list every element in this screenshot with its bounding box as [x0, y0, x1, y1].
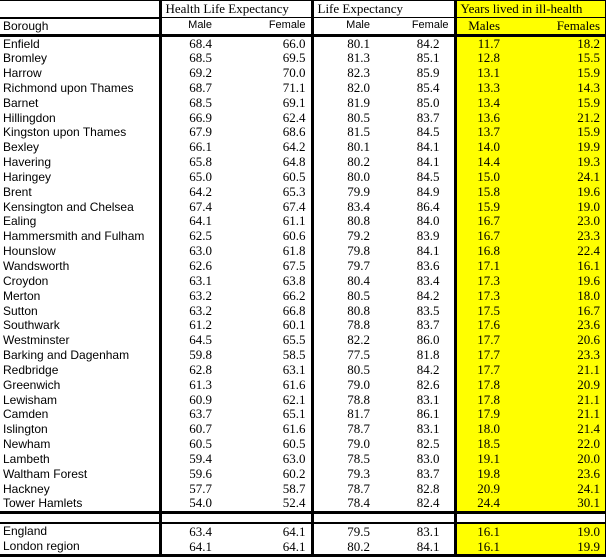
ill-males-cell[interactable]: 11.7	[455, 35, 505, 51]
hle-female-cell[interactable]: 65.3	[282, 184, 306, 199]
ill-females-cell[interactable]: 19.0	[505, 523, 606, 539]
ill-males-cell[interactable]: 14.4	[455, 155, 505, 170]
table-row	[0, 318, 606, 333]
borough-cell[interactable]: Hounslow	[3, 244, 56, 259]
separator-cell	[375, 512, 455, 523]
ill-females-cell[interactable]: 15.5	[505, 51, 606, 66]
hle-male-cell[interactable]: 60.9	[160, 392, 217, 407]
le-female-cell[interactable]: 82.8	[416, 481, 440, 496]
table-row	[0, 96, 606, 111]
borough-cell[interactable]: London region	[3, 539, 80, 554]
column-header-ill-females[interactable]: Females	[505, 18, 606, 36]
hle-female-cell[interactable]: 65.1	[282, 407, 306, 422]
ill-females-cell[interactable]: 15.9	[505, 96, 606, 111]
ill-females-cell[interactable]: 19.3	[505, 155, 606, 170]
borough-cell[interactable]: Croydon	[3, 273, 49, 288]
table-row	[0, 378, 606, 393]
ill-males-cell[interactable]: 19.1	[455, 452, 505, 467]
hle-male-cell[interactable]: 68.4	[160, 35, 217, 51]
hle-female-cell[interactable]: 65.5	[282, 333, 306, 348]
le-female-cell[interactable]: 83.6	[416, 258, 440, 273]
le-male-cell[interactable]: 79.3	[312, 467, 375, 482]
hle-female-cell[interactable]: 60.1	[282, 318, 306, 333]
le-male-cell[interactable]: 80.2	[312, 539, 375, 556]
ill-males-cell[interactable]: 17.1	[455, 259, 505, 274]
ill-females-cell[interactable]: 15.9	[505, 66, 606, 81]
hle-male-cell[interactable]: 60.7	[160, 422, 217, 437]
hle-male-cell[interactable]: 64.1	[160, 214, 217, 229]
le-female-cell[interactable]: 84.1	[416, 539, 440, 555]
hle-male-cell[interactable]: 62.8	[160, 363, 217, 378]
table-body	[0, 35, 606, 512]
hle-female-cell[interactable]: 58.5	[282, 347, 306, 363]
ill-males-cell[interactable]: 24.4	[455, 496, 505, 512]
hle-female-cell[interactable]: 69.1	[282, 95, 306, 110]
ill-females-cell[interactable]: 22.0	[505, 437, 606, 452]
ill-females-cell[interactable]: 21.1	[505, 392, 606, 407]
hle-male-cell[interactable]: 68.5	[160, 51, 217, 66]
le-female-cell[interactable]: 83.7	[416, 466, 440, 481]
le-female-cell[interactable]: 86.1	[416, 407, 440, 422]
separator-cell	[312, 512, 375, 523]
table-row	[0, 140, 606, 155]
le-male-cell[interactable]: 81.5	[312, 125, 375, 140]
ill-males-cell[interactable]: 16.7	[455, 229, 505, 244]
ill-males-cell[interactable]: 19.8	[455, 467, 505, 482]
ill-females-cell[interactable]: 19.9	[505, 140, 606, 155]
group-header-years-ill-health[interactable]: Years lived in ill-health	[455, 1, 606, 18]
le-male-cell[interactable]: 80.2	[312, 155, 375, 170]
ill-males-cell[interactable]: 18.0	[455, 422, 505, 437]
ill-females-cell[interactable]: 15.9	[505, 125, 606, 140]
ill-females-cell[interactable]: 20.6	[505, 333, 606, 348]
hle-male-cell[interactable]: 65.8	[160, 155, 217, 170]
le-male-cell[interactable]: 79.0	[312, 437, 375, 452]
borough-cell[interactable]: Bromley	[3, 51, 48, 66]
le-male-cell[interactable]: 78.4	[312, 496, 375, 512]
le-female-cell[interactable]: 84.2	[416, 362, 440, 377]
table-row	[0, 481, 606, 496]
le-female-cell[interactable]: 84.5	[416, 169, 440, 184]
hle-female-cell[interactable]: 62.4	[282, 110, 306, 125]
le-male-cell[interactable]: 80.8	[312, 303, 375, 318]
hle-female-cell[interactable]: 63.1	[282, 362, 306, 377]
ill-males-cell[interactable]: 13.7	[455, 125, 505, 140]
summary-row	[0, 523, 606, 539]
ill-males-cell[interactable]: 17.8	[455, 378, 505, 393]
ill-males-cell[interactable]: 17.7	[455, 363, 505, 378]
ill-males-cell[interactable]: 17.5	[455, 303, 505, 318]
hle-male-cell[interactable]: 69.2	[160, 66, 217, 81]
hle-female-cell[interactable]: 66.0	[282, 35, 306, 51]
borough-cell[interactable]: Harrow	[3, 66, 42, 81]
le-female-cell[interactable]: 82.5	[416, 436, 440, 452]
borough-cell[interactable]: Tower Hamlets	[3, 496, 83, 511]
column-header-hle-female[interactable]: Female	[217, 18, 312, 36]
le-female-cell[interactable]: 84.0	[416, 214, 440, 229]
le-female-cell[interactable]: 85.4	[416, 80, 440, 95]
table-row	[0, 51, 606, 66]
borough-cell[interactable]: Lewisham	[3, 392, 58, 407]
le-male-cell[interactable]: 80.0	[312, 170, 375, 185]
hle-female-cell[interactable]: 64.1	[282, 524, 306, 540]
ill-females-cell[interactable]: 24.1	[505, 170, 606, 185]
borough-cell[interactable]: Ealing	[3, 214, 37, 229]
le-male-cell[interactable]: 80.4	[312, 274, 375, 289]
le-female-cell[interactable]: 84.9	[416, 184, 440, 199]
table-row	[0, 348, 606, 363]
table-row	[0, 229, 606, 244]
ill-females-cell[interactable]: 22.4	[505, 244, 606, 259]
column-header-le-female[interactable]: Female	[375, 18, 455, 36]
table-row	[0, 81, 606, 96]
borough-cell[interactable]: Camden	[3, 407, 49, 422]
ill-males-cell[interactable]: 14.0	[455, 140, 505, 155]
ill-males-cell[interactable]: 17.8	[455, 392, 505, 407]
hle-male-cell[interactable]: 66.9	[160, 110, 217, 125]
table-row	[0, 467, 606, 482]
borough-cell[interactable]: Greenwich	[3, 377, 61, 392]
ill-females-cell[interactable]: 19.6	[505, 274, 606, 289]
le-female-cell[interactable]: 83.7	[416, 110, 440, 125]
ill-females-cell[interactable]: 20.9	[505, 378, 606, 393]
table-row	[0, 363, 606, 378]
ill-females-cell[interactable]: 20.0	[505, 452, 606, 467]
le-male-cell[interactable]: 79.9	[312, 185, 375, 200]
le-female-cell[interactable]: 83.5	[416, 303, 440, 318]
separator-cell	[505, 512, 606, 523]
hle-male-cell[interactable]: 64.2	[160, 185, 217, 200]
le-female-cell[interactable]: 83.4	[416, 273, 440, 288]
hle-male-cell[interactable]: 62.5	[160, 229, 217, 244]
ill-females-cell[interactable]: 14.3	[505, 81, 606, 96]
hle-male-cell[interactable]: 59.6	[160, 467, 217, 482]
summary-body	[0, 523, 606, 556]
ill-females-cell[interactable]: 21.1	[505, 407, 606, 422]
le-male-cell[interactable]: 83.4	[312, 199, 375, 214]
borough-cell[interactable]: Kingston upon Thames	[3, 125, 127, 140]
borough-cell[interactable]: Barnet	[3, 95, 39, 110]
table-row	[0, 110, 606, 125]
hle-male-cell[interactable]: 67.9	[160, 125, 217, 140]
borough-cell[interactable]: Hackney	[3, 481, 50, 496]
le-male-cell[interactable]: 82.2	[312, 333, 375, 348]
hle-male-cell[interactable]: 67.4	[160, 199, 217, 214]
le-female-cell[interactable]: 85.1	[416, 51, 440, 66]
table-row	[0, 244, 606, 259]
table-row	[0, 452, 606, 467]
table-row	[0, 66, 606, 81]
separator-cell	[455, 512, 505, 523]
le-male-cell[interactable]: 80.8	[312, 214, 375, 229]
hle-female-cell[interactable]: 60.5	[282, 169, 306, 184]
column-header-hle-male[interactable]: Male	[160, 18, 217, 36]
hle-male-cell[interactable]: 65.0	[160, 170, 217, 185]
le-male-cell[interactable]: 81.7	[312, 407, 375, 422]
separator-row	[0, 512, 606, 523]
borough-cell[interactable]: Westminster	[3, 333, 70, 348]
hle-female-cell[interactable]: 60.5	[282, 436, 306, 452]
hle-female-cell[interactable]: 60.2	[282, 466, 306, 481]
hle-male-cell[interactable]: 59.8	[160, 348, 217, 363]
hle-female-cell[interactable]: 64.8	[282, 154, 306, 170]
le-female-cell[interactable]: 84.2	[416, 35, 440, 51]
le-female-cell[interactable]: 83.1	[416, 392, 440, 407]
ill-males-cell[interactable]: 16.8	[455, 244, 505, 259]
table-row	[0, 407, 606, 422]
hle-male-cell[interactable]: 62.6	[160, 259, 217, 274]
le-male-cell[interactable]: 79.8	[312, 244, 375, 259]
table-row	[0, 125, 606, 140]
le-male-cell[interactable]: 79.5	[312, 523, 375, 539]
le-female-cell[interactable]: 86.0	[416, 333, 440, 348]
le-male-cell[interactable]: 82.3	[312, 66, 375, 81]
le-male-cell[interactable]: 78.7	[312, 481, 375, 496]
le-female-cell[interactable]: 84.1	[416, 154, 440, 170]
hle-male-cell[interactable]: 64.5	[160, 333, 217, 348]
le-male-cell[interactable]: 77.5	[312, 348, 375, 363]
borough-cell[interactable]: Newham	[3, 437, 51, 452]
table-row	[0, 259, 606, 274]
ill-females-cell[interactable]: 30.1	[505, 496, 606, 512]
borough-cell[interactable]: Havering	[3, 155, 52, 170]
column-header-le-male[interactable]: Male	[312, 18, 375, 36]
ill-males-cell[interactable]: 17.7	[455, 348, 505, 363]
ill-males-cell[interactable]: 17.3	[455, 274, 505, 289]
hle-female-cell[interactable]: 64.1	[282, 539, 306, 555]
ill-females-cell[interactable]: 21.4	[505, 422, 606, 437]
hle-male-cell[interactable]: 54.0	[160, 496, 217, 512]
le-male-cell[interactable]: 80.5	[312, 363, 375, 378]
table-row	[0, 199, 606, 214]
hle-male-cell[interactable]: 59.4	[160, 452, 217, 467]
ill-females-cell[interactable]: 21.1	[505, 363, 606, 378]
le-female-cell[interactable]: 83.1	[416, 422, 440, 437]
table-row	[0, 437, 606, 452]
le-female-cell[interactable]: 84.2	[416, 288, 440, 303]
le-female-cell[interactable]: 83.0	[416, 451, 440, 466]
ill-males-cell[interactable]: 18.5	[455, 437, 505, 452]
separator-section	[0, 512, 606, 523]
hle-male-cell[interactable]: 63.2	[160, 289, 217, 304]
borough-cell[interactable]: Islington	[3, 422, 48, 437]
ill-males-cell[interactable]: 13.4	[455, 96, 505, 111]
le-female-cell[interactable]: 81.8	[416, 347, 440, 363]
group-header-life-expectancy[interactable]: Life Expectancy	[312, 1, 455, 18]
borough-cell[interactable]: Sutton	[3, 303, 38, 318]
borough-cell[interactable]: Kensington and Chelsea	[3, 199, 134, 214]
borough-cell[interactable]: England	[3, 524, 48, 539]
borough-cell[interactable]: Waltham Forest	[3, 466, 88, 481]
ill-males-cell[interactable]: 20.9	[455, 481, 505, 496]
hle-female-cell[interactable]: 63.8	[282, 273, 306, 288]
ill-females-cell[interactable]: 16.1	[505, 259, 606, 274]
separator-cell	[160, 512, 217, 523]
separator-cell	[0, 512, 160, 523]
borough-cell[interactable]: Southwark	[3, 318, 60, 333]
le-female-cell[interactable]: 84.5	[416, 125, 440, 140]
ill-males-cell[interactable]: 13.3	[455, 81, 505, 96]
le-male-cell[interactable]: 79.7	[312, 259, 375, 274]
ill-males-cell[interactable]: 13.1	[455, 66, 505, 81]
le-male-cell[interactable]: 80.1	[312, 140, 375, 155]
borough-cell[interactable]: Barking and Dagenham	[3, 348, 130, 363]
hle-female-cell[interactable]: 63.0	[282, 451, 306, 466]
le-female-cell[interactable]: 84.1	[416, 140, 440, 155]
hle-male-cell[interactable]: 68.5	[160, 96, 217, 111]
table-row	[0, 422, 606, 437]
ill-females-cell[interactable]: 23.6	[505, 467, 606, 482]
borough-cell[interactable]: Hammersmith and Fulham	[3, 229, 145, 244]
hle-female-cell[interactable]: 66.2	[282, 288, 306, 303]
table-row	[0, 303, 606, 318]
borough-cell[interactable]: Haringey	[3, 169, 52, 184]
hle-female-cell[interactable]: 61.6	[282, 422, 306, 437]
ill-males-cell[interactable]: 13.6	[455, 110, 505, 125]
ill-females-cell[interactable]: 23.0	[505, 214, 606, 229]
table-row	[0, 274, 606, 289]
ill-males-cell[interactable]: 17.6	[455, 318, 505, 333]
ill-males-cell[interactable]: 16.7	[455, 214, 505, 229]
ill-females-cell[interactable]: 23.6	[505, 318, 606, 333]
ill-males-cell[interactable]: 15.0	[455, 170, 505, 185]
group-header-health-life-expectancy[interactable]: Health Life Expectancy	[160, 1, 312, 18]
hle-female-cell[interactable]: 58.7	[282, 481, 306, 496]
hle-male-cell[interactable]: 63.0	[160, 244, 217, 259]
borough-cell[interactable]: Hillingdon	[3, 110, 56, 125]
le-female-cell[interactable]: 82.6	[416, 377, 440, 392]
borough-cell[interactable]: Brent	[3, 184, 32, 199]
hle-female-cell[interactable]: 52.4	[282, 496, 306, 511]
ill-males-cell[interactable]: 16.1	[455, 539, 505, 556]
column-header-ill-males[interactable]: Males	[455, 18, 505, 36]
ill-females-cell[interactable]: 18.0	[505, 289, 606, 304]
hle-female-cell[interactable]: 62.1	[282, 392, 306, 407]
ill-females-cell[interactable]: 23.3	[505, 348, 606, 363]
ill-males-cell[interactable]: 15.8	[455, 185, 505, 200]
hle-male-cell[interactable]: 60.5	[160, 437, 217, 452]
hle-female-cell[interactable]: 60.6	[282, 229, 306, 244]
le-female-cell[interactable]: 83.1	[416, 524, 440, 540]
ill-males-cell[interactable]: 12.8	[455, 51, 505, 66]
group-header-row	[0, 1, 606, 18]
le-male-cell[interactable]: 78.8	[312, 318, 375, 333]
column-header-borough[interactable]: Borough	[0, 18, 160, 36]
table-row	[0, 170, 606, 185]
hle-male-cell[interactable]: 63.1	[160, 274, 217, 289]
le-female-cell[interactable]: 85.0	[416, 95, 440, 110]
le-male-cell[interactable]: 82.0	[312, 81, 375, 96]
hle-female-cell[interactable]: 61.1	[282, 214, 306, 229]
ill-females-cell[interactable]: 19.9	[505, 539, 606, 556]
le-male-cell[interactable]: 81.3	[312, 51, 375, 66]
separator-cell	[217, 512, 312, 523]
table-row	[0, 333, 606, 348]
hle-male-cell[interactable]: 57.7	[160, 481, 217, 496]
le-female-cell[interactable]: 82.4	[416, 496, 440, 511]
hle-male-cell[interactable]: 64.1	[160, 539, 217, 556]
le-female-cell[interactable]: 86.4	[416, 199, 440, 214]
table-row	[0, 392, 606, 407]
le-male-cell[interactable]: 78.8	[312, 392, 375, 407]
ill-females-cell[interactable]: 21.2	[505, 110, 606, 125]
ill-males-cell[interactable]: 15.9	[455, 199, 505, 214]
ill-females-cell[interactable]: 19.0	[505, 199, 606, 214]
borough-cell[interactable]: Merton	[3, 288, 41, 303]
hle-female-cell[interactable]: 69.5	[282, 51, 306, 66]
table-row	[0, 214, 606, 229]
le-male-cell[interactable]: 78.7	[312, 422, 375, 437]
ill-females-cell[interactable]: 23.3	[505, 229, 606, 244]
hle-male-cell[interactable]: 63.4	[160, 523, 217, 539]
le-male-cell[interactable]: 78.5	[312, 452, 375, 467]
summary-row	[0, 539, 606, 556]
borough-cell[interactable]: Redbridge	[3, 362, 59, 377]
le-female-cell[interactable]: 85.9	[416, 65, 440, 81]
table-row	[0, 185, 606, 200]
le-female-cell[interactable]: 84.1	[416, 243, 440, 259]
borough-cell[interactable]: Bexley	[3, 140, 40, 155]
ill-males-cell[interactable]: 17.7	[455, 333, 505, 348]
ill-males-cell[interactable]: 16.1	[455, 523, 505, 539]
le-male-cell[interactable]: 79.2	[312, 229, 375, 244]
borough-cell[interactable]: Richmond upon Thames	[3, 80, 134, 95]
borough-cell[interactable]: Lambeth	[3, 451, 50, 466]
ill-males-cell[interactable]: 17.3	[455, 289, 505, 304]
hle-female-cell[interactable]: 71.1	[282, 80, 306, 95]
hle-male-cell[interactable]: 61.3	[160, 378, 217, 393]
hle-female-cell[interactable]: 61.6	[282, 377, 306, 392]
corner-cell[interactable]	[0, 1, 160, 18]
le-male-cell[interactable]: 80.5	[312, 289, 375, 304]
ill-females-cell[interactable]: 18.2	[505, 35, 606, 51]
hle-male-cell[interactable]: 68.7	[160, 81, 217, 96]
hle-male-cell[interactable]: 63.2	[160, 303, 217, 318]
hle-male-cell[interactable]: 66.1	[160, 140, 217, 155]
ill-males-cell[interactable]: 17.9	[455, 407, 505, 422]
borough-cell[interactable]: Enfield	[3, 36, 40, 51]
column-header-row	[0, 18, 606, 36]
hle-male-cell[interactable]: 63.7	[160, 407, 217, 422]
ill-females-cell[interactable]: 19.6	[505, 185, 606, 200]
table-header	[0, 1, 606, 36]
le-female-cell[interactable]: 83.9	[416, 229, 440, 244]
hle-female-cell[interactable]: 68.6	[282, 125, 306, 140]
hle-female-cell[interactable]: 70.0	[282, 65, 306, 81]
hle-female-cell[interactable]: 66.8	[282, 303, 306, 318]
le-male-cell[interactable]: 81.9	[312, 96, 375, 111]
hle-female-cell[interactable]: 67.5	[282, 258, 306, 273]
le-female-cell[interactable]: 83.7	[416, 318, 440, 333]
hle-male-cell[interactable]: 61.2	[160, 318, 217, 333]
table-row	[0, 155, 606, 170]
hle-female-cell[interactable]: 61.8	[282, 243, 306, 259]
hle-female-cell[interactable]: 64.2	[282, 140, 306, 155]
table-row	[0, 289, 606, 304]
le-male-cell[interactable]: 79.0	[312, 378, 375, 393]
table-row	[0, 496, 606, 512]
le-male-cell[interactable]: 80.1	[312, 35, 375, 51]
table-row	[0, 35, 606, 51]
borough-cell[interactable]: Wandsworth	[3, 258, 70, 273]
hle-female-cell[interactable]: 67.4	[282, 199, 306, 214]
ill-females-cell[interactable]: 24.1	[505, 481, 606, 496]
ill-females-cell[interactable]: 16.7	[505, 303, 606, 318]
le-male-cell[interactable]: 80.5	[312, 110, 375, 125]
